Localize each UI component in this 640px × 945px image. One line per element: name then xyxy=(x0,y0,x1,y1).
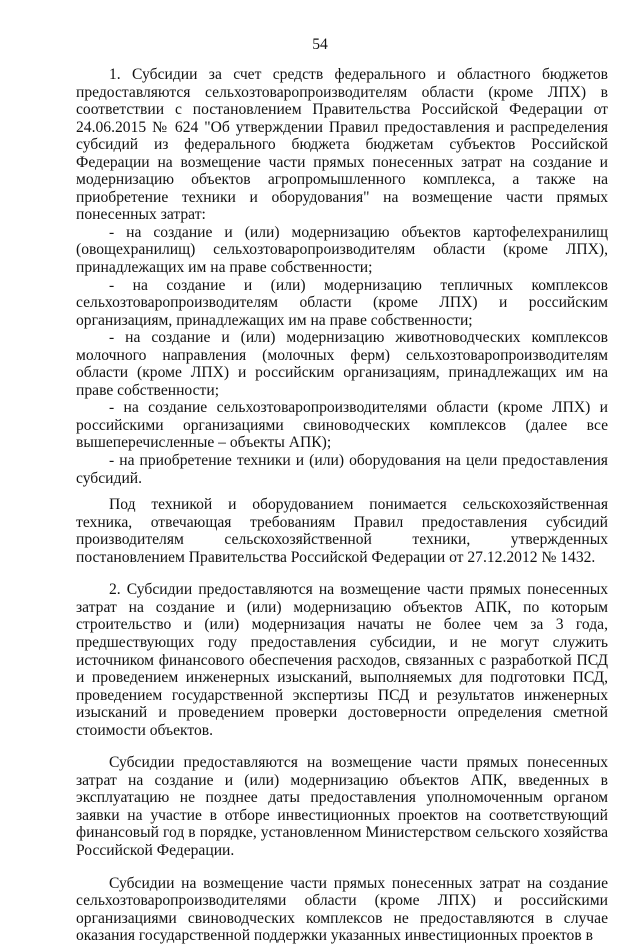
list-item-potato-storage: - на создание и (или) модернизацию объектов картофелехранилищ (овощехранилищ) сельхозтоваропроизводителям области (кроме ЛПХ), принадлежащих им на праве собственности; xyxy=(76,223,608,277)
list-item-greenhouse-complexes: - на создание и (или) модернизацию тепличных комплексов сельхозтоваропроизводителям области (кроме ЛПХ) и российским организациям, принадлежащих им на праве собственности; xyxy=(76,276,608,329)
paragraph-equipment-definition: Под техникой и оборудованием понимается сельскохозяйственная техника, отвечающая требованиям Правил предоставления субсидий производителям сельскохозяйственной техники, утвержденных постановлением Правительства Российской Федерации от 27.12.2012 № 1432. xyxy=(76,496,608,566)
paragraph-commissioning-requirement: Субсидии предоставляются на возмещение части прямых понесенных затрат на создание и (или) модернизацию объектов АПК, введенных в эксплуатацию не позднее даты предоставления уполномоченным органом заявки на участие в отборе инвестиционных проектов на соответствующий финансовый год в порядке, установленном Министерством сельского хозяйства Российской Федерации. xyxy=(76,754,608,859)
list-item-equipment-purchase: - на приобретение техники и (или) оборудования на цели предоставления субсидий. xyxy=(76,452,608,487)
page-number: 54 xyxy=(312,36,328,53)
list-item-dairy-complexes: - на создание и (или) модернизацию животноводческих комплексов молочного направления (молочных ферм) сельхозтоваропроизводителям области (кроме ЛПХ) и российским организациям, принадлежащих им на праве собственности; xyxy=(76,329,608,399)
paragraph-subsidy-conditions: 2. Субсидии предоставляются на возмещение части прямых понесенных затрат на создание и (или) модернизацию объектов АПК, по которым строительство и (или) модернизация начаты не более чем за 3 года, предшествующих году предоставления субсидии, и не могут служить источником финансового обеспечения расходов, связанных с разработкой ПСД и проведением инженерных изысканий, выполняемых для подготовки ПСД, проведением государственной экспертизы ПСД и результатов инженерных изысканий и проведением проверки достоверности определения сметной стоимости объектов. xyxy=(76,581,608,739)
paragraph-pig-complex-exclusion: Субсидии на возмещение части прямых понесенных затрат на создание сельхозтоваропроизводителями области (кроме ЛПХ) и российскими организациями свиноводческих комплексов не предоставляются в случае оказания государственной поддержки указанных инвестиционных проектов в xyxy=(76,874,608,945)
list-item-pig-complexes: - на создание сельхозтоваропроизводителями области (кроме ЛПХ) и российскими организациями свиноводческих комплексов (далее все вышеперечисленные – объекты АПК); xyxy=(76,399,608,452)
paragraph-subsidies-intro: 1. Субсидии за счет средств федерального и областного бюджетов предоставляются сельхозтоваропроизводителям области (кроме ЛПХ) в соответствии с постановлением Правительства Российской Федерации от 24.06.2015 № 624 "Об утверждении Правил предоставления и распределения субсидий из федерального бюджета бюджетам субъектов Российской Федерации на возмещение части прямых понесенных затрат на создание и модернизацию объектов агропромышленного комплекса, а также на приобретение техники и оборудования" на возмещение части прямых понесенных затрат: xyxy=(76,66,608,224)
document-body xyxy=(76,66,608,945)
